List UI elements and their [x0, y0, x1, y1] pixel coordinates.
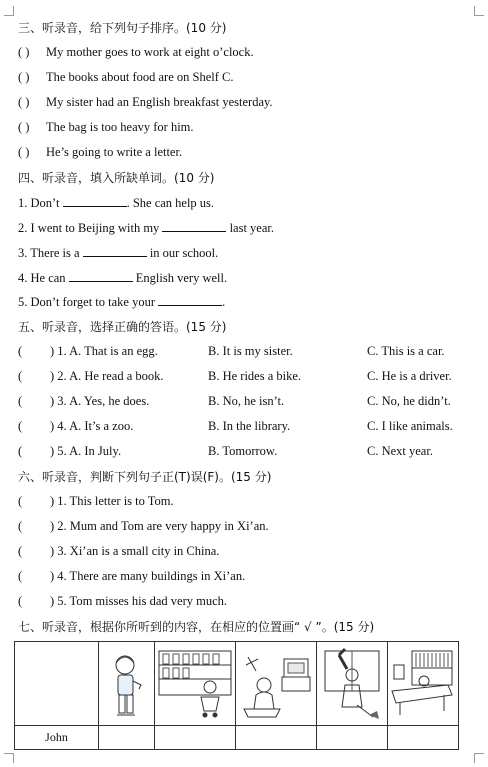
list-item: ( ) 1. This letter is to Tom.: [18, 494, 174, 508]
corner-mark: [474, 753, 484, 763]
answer-cell[interactable]: [236, 726, 317, 750]
answer-cell[interactable]: [388, 726, 459, 750]
corner-mark: [4, 6, 14, 16]
picture-cell: [236, 642, 317, 726]
answer-blank: [63, 195, 127, 207]
answer-cell[interactable]: [155, 726, 236, 750]
corner-mark: [4, 753, 14, 763]
library-desk-icon: [388, 645, 458, 723]
section-5-title: 五、听录音，选择正确的答语。(15 分): [18, 320, 227, 334]
supermarket-icon: [155, 645, 235, 723]
answer-blank: [83, 245, 147, 257]
list-item: ( ) My mother goes to work at eight o’clock.: [18, 45, 254, 59]
sweeping-icon: [317, 645, 387, 723]
boy-eating-icon: [99, 645, 154, 723]
list-item: ( ) He’s going to write a letter.: [18, 145, 183, 159]
empty-cell: [15, 642, 99, 726]
list-item: 5. Don’t forget to take your .: [18, 295, 226, 309]
list-item: 2. I went to Beijing with my last year.: [18, 221, 274, 235]
answer-cell[interactable]: [99, 726, 155, 750]
list-item: ( ) 5. Tom misses his dad very much.: [18, 594, 228, 608]
section-4-title: 四、听录音，填入所缺单词。(10 分): [18, 171, 215, 185]
choice-row: ( ) 2. A. He read a book. B. He rides a bike. C. He is a driver.: [18, 369, 452, 383]
list-item: ( ) The books about food are on Shelf C.: [18, 70, 234, 84]
choice-row: ( ) 1. A. That is an egg. B. It is my sister. C. This is a car.: [18, 344, 445, 358]
choice-row: ( ) 5. A. In July. B. Tomorrow. C. Next year.: [18, 444, 433, 458]
list-item: 3. There is a in our school.: [18, 246, 219, 260]
student-name: John: [15, 726, 99, 750]
answer-blank: [162, 220, 226, 232]
section-3-title: 三、听录音，给下列句子排序。(10 分): [18, 21, 227, 35]
list-item: ( ) My sister had an English breakfast yesterday.: [18, 95, 273, 109]
living-room-icon: [236, 645, 316, 723]
answer-blank: [69, 270, 133, 282]
corner-mark: [474, 6, 484, 16]
picture-table: [14, 641, 459, 750]
choice-row: ( ) 3. A. Yes, he does. B. No, he isn’t. C. No, he didn’t.: [18, 394, 451, 408]
choice-row: ( ) 4. A. It’s a zoo. B. In the library. C. I like animals.: [18, 419, 453, 433]
section-7-title: 七、听录音，根据你所听到的内容，在相应的位置画“ √ ”。(15 分): [18, 620, 375, 634]
answer-cell[interactable]: [317, 726, 388, 750]
list-item: ( ) The bag is too heavy for him.: [18, 120, 194, 134]
list-item: 4. He can English very well.: [18, 271, 228, 285]
picture-cell: [317, 642, 388, 726]
list-item: ( ) 4. There are many buildings in Xi’an.: [18, 569, 246, 583]
list-item: ( ) 3. Xi’an is a small city in China.: [18, 544, 220, 558]
list-item: ( ) 2. Mum and Tom are very happy in Xi’an.: [18, 519, 269, 533]
section-6-title: 六、听录音，判断下列句子正(T)误(F)。(15 分): [18, 470, 272, 484]
answer-blank: [158, 294, 222, 306]
list-item: 1. Don’t . She can help us.: [18, 196, 215, 210]
picture-cell: [155, 642, 236, 726]
picture-cell: [99, 642, 155, 726]
picture-cell: [388, 642, 459, 726]
